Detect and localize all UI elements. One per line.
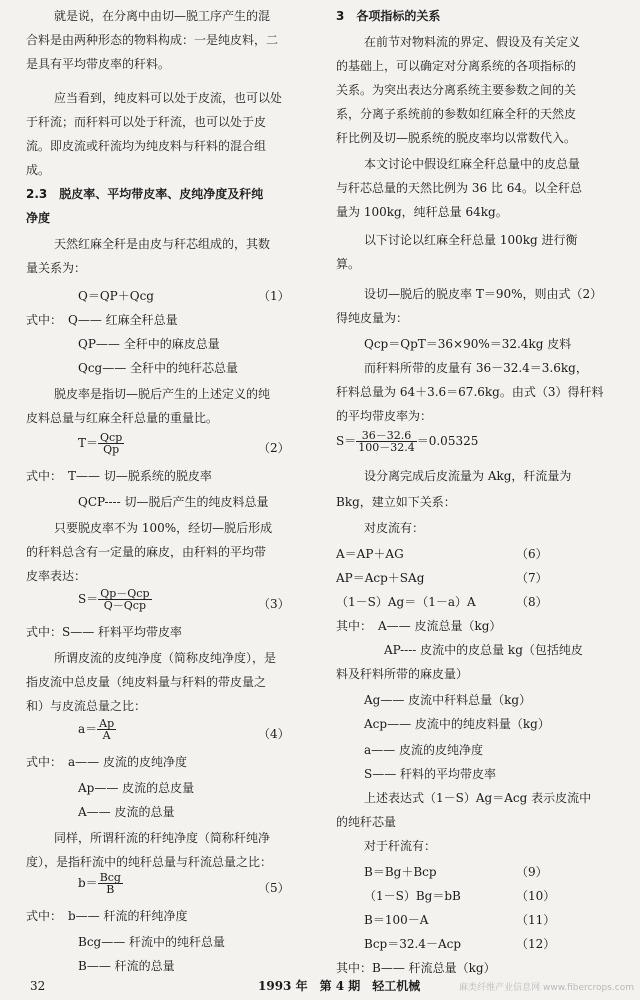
equation-number: （11） — [516, 913, 556, 927]
text-line: 天然红麻全秆是由皮与秆芯组成的，其数 — [54, 237, 271, 251]
equation: B＝100－A — [364, 913, 429, 927]
definition-line: 式中： a—— 皮流的皮纯净度 — [26, 755, 187, 769]
text-line: 系，分离子系统前的参数如红麻全秆的天然皮 — [336, 107, 577, 121]
text-line: 指皮流中总皮量（纯皮料量与秆料的带皮量之 — [26, 675, 267, 689]
definition-line: QCP---- 切—脱后产生的纯皮料总量 — [78, 495, 269, 509]
equation-number: （7） — [516, 571, 548, 585]
definition-line: 其中：B—— 秆流总量（kg） — [336, 961, 496, 975]
text-line: 是具有平均带皮率的秆料。 — [26, 57, 171, 71]
definition-line: Ap—— 皮流的总皮量 — [78, 781, 195, 795]
text-line: 的秆料总含有一定量的麻皮，由秆料的平均带 — [26, 545, 267, 559]
definition-line: S—— 秆料的平均带皮率 — [364, 767, 497, 781]
journal-info: 1993 年 第 4 期 轻工机械 — [258, 979, 421, 993]
equation-number: （8） — [516, 595, 548, 609]
equation-number: （3） — [258, 597, 290, 611]
definition-line: a—— 皮流的皮纯净度 — [364, 743, 483, 757]
text-line: 脱皮率是指切—脱后产生的上述定义的纯 — [54, 387, 271, 401]
text-line: 和）与皮流总量之比： — [26, 699, 147, 713]
equation: S＝ $\frac{36-32.6}{100-32.4}$ ＝0.05325 — [336, 429, 479, 454]
text-line: 设切—脱后的脱皮率 T＝90%，则由式（2） — [364, 287, 603, 301]
definition-line: B—— 秆流的总量 — [78, 959, 175, 973]
text-line: 量关系为： — [26, 261, 87, 275]
page-number: 32 — [30, 979, 46, 993]
text-line: 量为 100kg，纯秆总量 64kg。 — [336, 205, 508, 219]
definition-line: Bcg—— 秆流中的纯秆总量 — [78, 935, 226, 949]
definition-line: Ag—— 皮流中秆料总量（kg） — [364, 693, 532, 707]
text-line: 合料是由两种形态的物料构成：一是纯皮料，二 — [26, 33, 279, 47]
equation: a＝ $\frac{Ap}{A}$ — [78, 717, 115, 742]
section-heading: 2.3 脱皮率、平均带皮率、皮纯净度及秆纯 — [26, 187, 264, 201]
equation: （1－S）Bg＝bB — [364, 889, 461, 903]
text-line: 的基础上，可以确定对分离系统的各项指标的 — [336, 59, 577, 73]
equation-number: （1） — [258, 289, 290, 303]
equation-number: （5） — [258, 881, 290, 895]
equation-number: （6） — [516, 547, 548, 561]
equation: B＝Bg＋Bcp — [364, 865, 437, 879]
definition-line: Acp—— 皮流中的纯皮料量（kg） — [364, 717, 550, 731]
text-line: 的纯秆芯量 — [336, 815, 397, 829]
definition-line: A—— 皮流的总量 — [78, 805, 175, 819]
text-line: 关系。为突出表达分离系统主要参数之间的关 — [336, 83, 577, 97]
text-line: 应当看到，纯皮料可以处于皮流，也可以处 — [54, 91, 283, 105]
text-line: 与秆芯总量的天然比例为 36 比 64。以全秆总 — [336, 181, 582, 195]
text-line: 本文讨论中假设红麻全秆总量中的皮总量 — [364, 157, 581, 171]
equation: A＝AP＋AG — [336, 547, 404, 561]
definition-line: QP—— 全秆中的麻皮总量 — [78, 337, 220, 351]
definition-line: 其中： A—— 皮流总量（kg） — [336, 619, 502, 633]
text-line: 就是说，在分离中由切—脱工序产生的混 — [54, 9, 271, 23]
equation: （1－S）Ag＝（1－a）A — [336, 595, 476, 609]
equation: Bcp＝32.4－Acp — [364, 937, 462, 951]
definition-line: Qcg—— 全秆中的纯秆芯总量 — [78, 361, 239, 375]
equation-number: （12） — [516, 937, 556, 951]
text-line: 于秆流；而秆料可以处于秆流，也可以处于皮 — [26, 115, 267, 129]
definition-line: 式中： Q—— 红麻全秆总量 — [26, 313, 178, 327]
text-line: 对于秆流有： — [364, 839, 437, 853]
equation: b＝ $\frac{\text{Bcg}}{B}$ — [78, 871, 121, 896]
equation: AP＝Acp＋SAg — [336, 571, 425, 585]
equation-number: （2） — [258, 441, 290, 455]
equation-number: （10） — [516, 889, 556, 903]
text-line: 同样，所谓秆流的秆纯净度（简称秆纯净 — [54, 831, 271, 845]
section-heading: 3 各项指标的关系 — [336, 9, 441, 23]
watermark: 麻类纤维产业信息网 www.fibercrops.com — [459, 983, 634, 993]
equation-number: （9） — [516, 865, 548, 879]
definition-line: 式中： T—— 切—脱系统的脱皮率 — [26, 469, 212, 483]
text-line: 度），是指秆流中的纯秆总量与秆流总量之比： — [26, 855, 273, 869]
text-line: 设分离完成后皮流量为 Akg，秆流量为 — [364, 469, 572, 483]
equation: Q＝QP＋Qcg — [78, 289, 154, 303]
text-line: 的平均带皮率为： — [336, 409, 433, 423]
definition-line: 料及秆料所带的麻皮量） — [336, 667, 469, 681]
text-line: 在前节对物料流的界定、假设及有关定义 — [364, 35, 581, 49]
text-line: 对皮流有： — [364, 521, 425, 535]
text-line: 只要脱皮率不为 100%，经切—脱后形成 — [54, 521, 273, 535]
definition-line: 式中： b—— 秆流的秆纯净度 — [26, 909, 188, 923]
text-line: 秆料总量为 64＋3.6＝67.6kg。由式（3）得秆料 — [336, 385, 604, 399]
text-line: 所谓皮流的皮纯净度（简称皮纯净度），是 — [54, 651, 277, 665]
equation: T＝ $\frac{\text{Qcp}}{Qp}$ — [78, 431, 123, 456]
section-heading: 净度 — [26, 211, 51, 225]
text-line: 得纯皮量为： — [336, 311, 409, 325]
text-line: 秆比例及切—脱系统的脱皮率均以常数代入。 — [336, 131, 577, 145]
text-line: Bkg，建立如下关系： — [336, 495, 456, 509]
equation: Qcp＝QpT＝36×90%＝32.4kg 皮料 — [364, 337, 572, 351]
text-line: 流。即皮流或秆流均为纯皮料与秆料的混合组 — [26, 139, 267, 153]
equation: S＝ $\frac{\text{Qp－Qcp}}{\text{Q－Qcp}}$ — [78, 587, 150, 612]
text-line: 成。 — [26, 163, 51, 177]
text-line: 以下讨论以红麻全秆总量 100kg 进行衡 — [364, 233, 578, 247]
definition-line: AP---- 皮流中的皮总量 kg（包括纯皮 — [384, 643, 583, 657]
text-line: 上述表达式（1－S）Ag＝Acg 表示皮流中 — [364, 791, 592, 805]
equation-number: （4） — [258, 727, 290, 741]
text-line: 皮料总量与红麻全秆总量的重量比。 — [26, 411, 219, 425]
text-line: 皮率表达： — [26, 569, 87, 583]
text-line: 而秆料所带的皮量有 36－32.4＝3.6kg， — [364, 361, 588, 375]
definition-line: 式中：S—— 秆料平均带皮率 — [26, 625, 183, 639]
text-line: 算。 — [336, 257, 361, 271]
